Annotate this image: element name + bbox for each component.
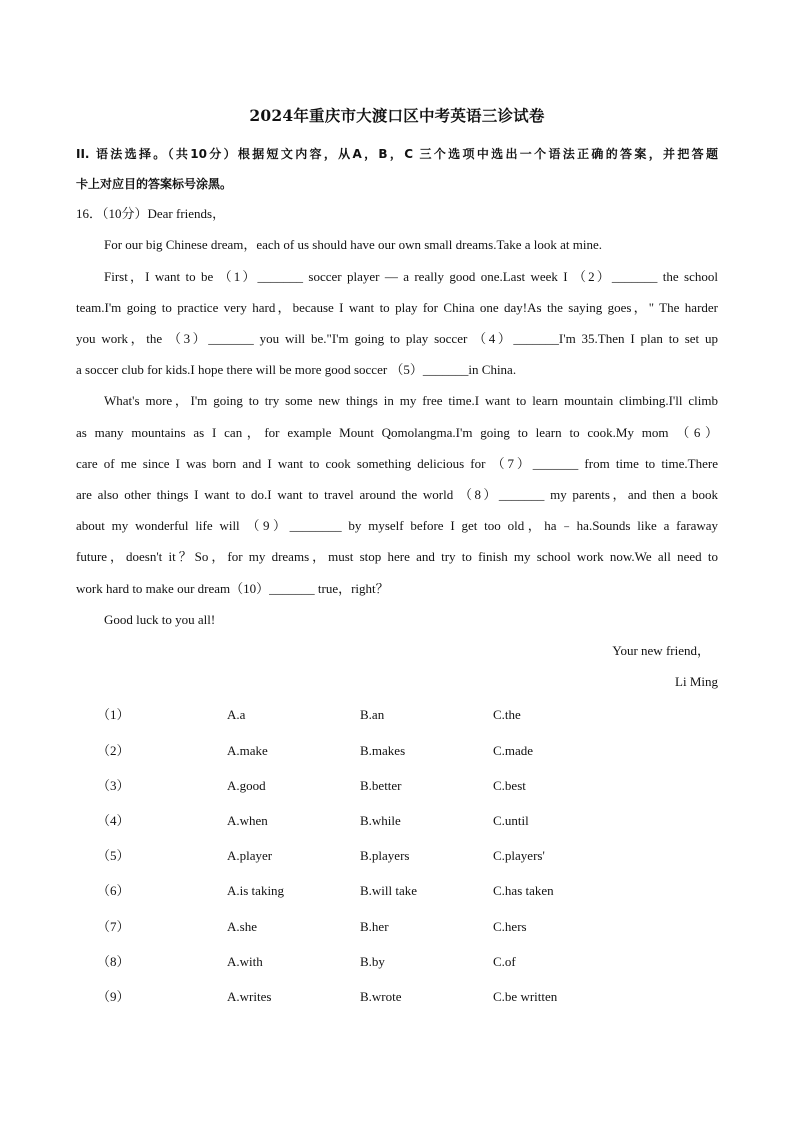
option-number: （5） — [97, 848, 130, 863]
option-row — [0, 880, 794, 902]
option-a[interactable]: A.when — [227, 813, 268, 828]
option-c[interactable]: C.the — [493, 707, 521, 722]
option-number: （9） — [97, 989, 130, 1004]
option-number: （3） — [97, 778, 130, 793]
passage-line: about my wonderful life will （9）________ by myself before I get too old，ha﹣ha.Sounds like a faraway — [76, 518, 718, 533]
passage-line: as many mountains as I can，for example Mount Qomolangma.I'm going to learn to cook.My mom （6） — [76, 425, 718, 440]
passage-line: What's more，I'm going to try some new things in my free time.I want to learn mountain climbing.I'll climb — [104, 393, 718, 408]
option-a[interactable]: A.writes — [227, 989, 272, 1004]
option-c[interactable]: C.has taken — [493, 883, 554, 898]
option-a[interactable]: A.a — [227, 707, 246, 722]
passage-line: team.I'm going to practice very hard，because I want to play for China one day!As the saying goes，" The harder — [76, 300, 718, 315]
option-a[interactable]: A.with — [227, 954, 263, 969]
option-row — [0, 951, 794, 973]
option-b[interactable]: B.makes — [360, 743, 406, 758]
option-b[interactable]: B.an — [360, 707, 385, 722]
passage-line: future，doesn't it？So，for my dreams，must stop here and try to finish my school work now.We all need to — [76, 549, 718, 564]
letter-signature: Li Ming — [675, 674, 718, 689]
option-c[interactable]: C.best — [493, 778, 526, 793]
page-title: 2024年重庆市大渡口区中考英语三诊试卷 — [249, 106, 545, 125]
option-b[interactable]: B.will take — [360, 883, 418, 898]
option-row — [0, 810, 794, 832]
option-a[interactable]: A.good — [227, 778, 266, 793]
option-row — [0, 916, 794, 938]
option-row — [0, 845, 794, 867]
letter-signoff: Your new friend， — [612, 643, 710, 658]
passage-line: a soccer club for kids.I hope there will be more good soccer （5）_______in China. — [76, 362, 517, 377]
option-c[interactable]: C.until — [493, 813, 529, 828]
option-a[interactable]: A.make — [227, 743, 268, 758]
passage-line: are also other things I want to do.I want to travel around the world （8）_______ my parents，and then a book — [76, 487, 718, 502]
option-b[interactable]: B.her — [360, 919, 389, 934]
instructions-line-1: II. 语法选择。（共10分）根据短文内容，从A，B，C 三个选项中选出一个语法正确的答案，并把答题 — [76, 147, 718, 161]
passage-line: First，I want to be （1）_______ soccer player — a really good one.Last week I （2）_______ the school — [104, 269, 718, 284]
passage-closing: Good luck to you all! — [104, 612, 216, 627]
passage-line: For our big Chinese dream，each of us should have our own small dreams.Take a look at mine. — [104, 237, 603, 252]
option-number: （2） — [97, 743, 130, 758]
option-c[interactable]: C.be written — [493, 989, 558, 1004]
option-c[interactable]: C.of — [493, 954, 516, 969]
option-c[interactable]: C.made — [493, 743, 534, 758]
option-row — [0, 704, 794, 726]
option-b[interactable]: B.better — [360, 778, 402, 793]
option-number: （7） — [97, 919, 130, 934]
question-header: 16．（10分）Dear friends， — [76, 206, 226, 221]
passage-line: you work，the （3）_______ you will be."I'm going to play soccer （4）_______I'm 35.Then I plan to set up — [76, 331, 718, 346]
option-b[interactable]: B.by — [360, 954, 385, 969]
option-a[interactable]: A.player — [227, 848, 273, 863]
option-row — [0, 986, 794, 1008]
instructions-line-2: 卡上对应目的答案标号涂黑。 — [76, 177, 233, 191]
option-b[interactable]: B.while — [360, 813, 401, 828]
option-row — [0, 775, 794, 797]
passage-line: care of me since I was born and I want to cook something delicious for （7）_______ from time to time.There — [76, 456, 718, 471]
option-c[interactable]: C.hers — [493, 919, 527, 934]
option-c[interactable]: C.players' — [493, 848, 545, 863]
passage-line: work hard to make our dream（10）_______ true，right？ — [76, 581, 389, 596]
option-b[interactable]: B.wrote — [360, 989, 402, 1004]
option-a[interactable]: A.is taking — [227, 883, 285, 898]
option-row — [0, 740, 794, 762]
option-b[interactable]: B.players — [360, 848, 410, 863]
option-a[interactable]: A.she — [227, 919, 257, 934]
option-number: （6） — [97, 883, 130, 898]
option-number: （4） — [97, 813, 130, 828]
option-number: （1） — [97, 707, 130, 722]
option-number: （8） — [97, 954, 130, 969]
